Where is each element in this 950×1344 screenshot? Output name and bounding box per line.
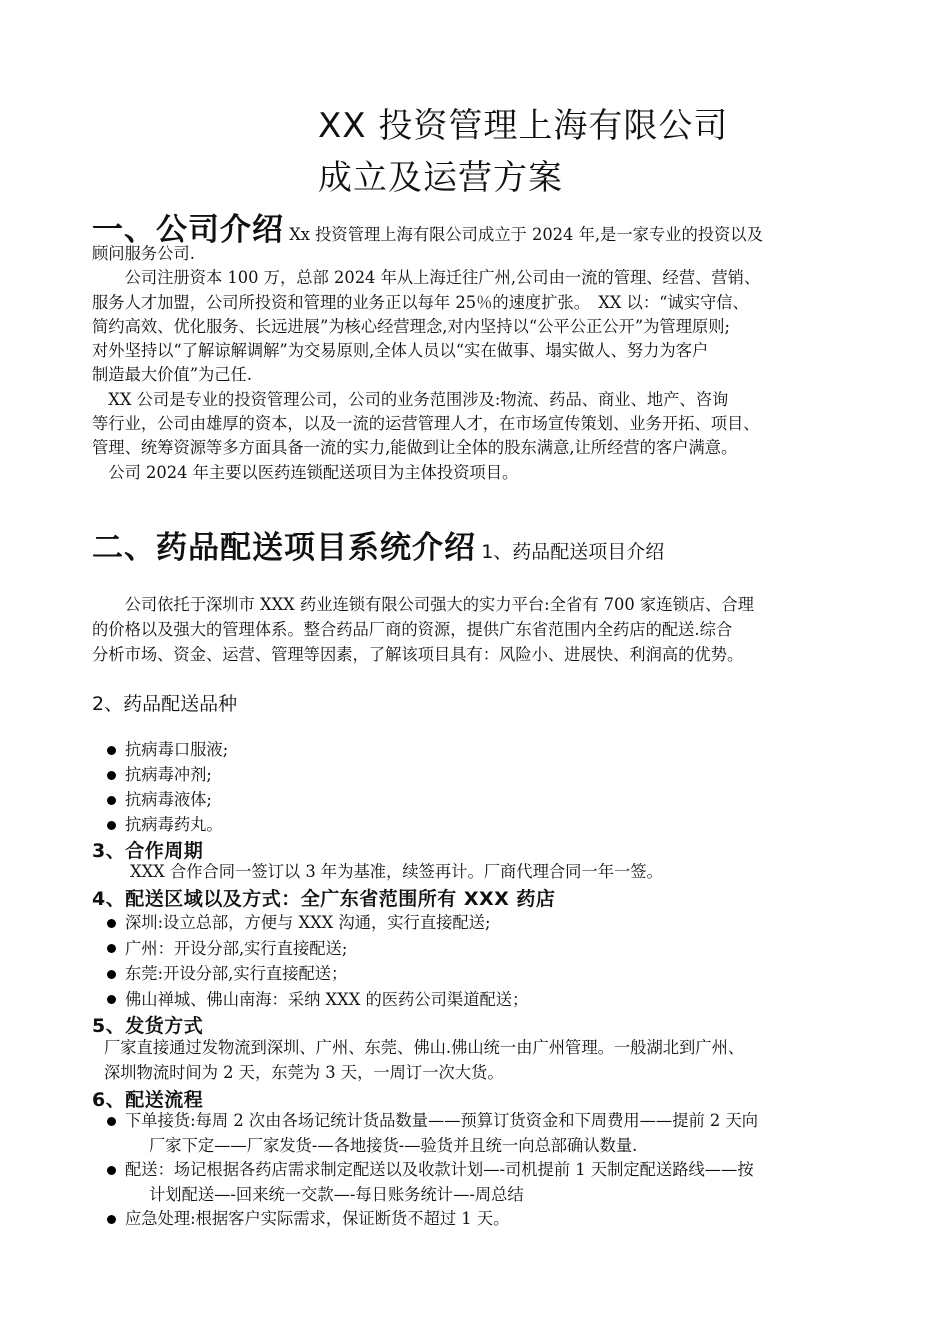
project-intro-paragraph [92,592,872,667]
region-item: 佛山禅城、佛山南海：采纳 XXX 的医药公司渠道配送； [106,987,528,1013]
variety-item: 抗病毒药丸。 [106,812,228,837]
variety-item: 抗病毒冲剂; [106,762,228,787]
bullet-icon [107,995,116,1004]
variety-item: 抗病毒口服液; [106,737,228,762]
shipping-line-1: 深圳物流时间为 2 天，东莞为 3 天，一周订一次大货。 [104,1063,504,1082]
process-heading: 6、配送流程 [92,1089,204,1111]
section1-line-1: 顾问服务公司. [92,244,195,263]
document-title-line2: 成立及运营方案 [318,158,563,198]
cycle-heading: 3、合作周期 [92,840,204,862]
bullet-icon [107,944,116,953]
bullet-icon [107,821,116,830]
section1-line-9: 管理、统筹资源等多方面具备一流的实力,能做到让全体的股东满意,让所经营的客户满意。 [92,438,738,458]
section1-line-0: Xx 投资管理上海有限公司成立于 2024 年,是一家专业的投资以及 [289,225,763,244]
section1-line-6: 制造最大价值”为己任. [92,365,253,385]
section1-heading: 一、公司介绍 [92,212,284,248]
bullet-icon [107,970,116,979]
shipping-heading: 5、发货方式 [92,1015,204,1037]
cycle-text: XXX 合作合同一签订以 3 年为基准，续签再计。厂商代理合同一年一签。 [130,862,663,881]
section1-line-7: XX 公司是专业的投资管理公司，公司的业务范围涉及:物流、药品、商业、地产、咨询 [92,389,729,409]
varieties-heading: 2、药品配送品种 [92,693,238,715]
bullet-icon [107,771,116,780]
section1-line-2: 公司注册资本 100 万，总部 2024 年从上海迁往广州,公司由一流的管理、经营、营销、 [92,268,761,288]
region-item: 深圳:设立总部，方便与 XXX 沟通，实行直接配送; [106,910,528,936]
process-item: 下单接货:每周 2 次由各场记统计货品数量——预算订货资金和下周费用——提前 2 天向 厂家下定——厂家发货-—各地接货-—验货并且统一向总部确认数量. [106,1109,758,1158]
section-company-intro [92,206,872,485]
region-item: 广州：开设分部,实行直接配送; [106,936,528,962]
bullet-icon [107,1117,116,1126]
section1-line-8: 等行业，公司由雄厚的资本，以及一流的运营管理人才，在市场宣传策划、业务开拓、项目、 [92,414,760,434]
varieties-list [106,737,228,837]
regions-list [106,910,528,1012]
variety-item: 抗病毒液体; [106,787,228,812]
section1-line-4: 简约高效、优化服务、长远进展”为核心经营理念,对内坚持以“公平公正公开”为管理原则; [92,316,731,336]
section1-line-10: 公司 2024 年主要以医药连锁配送项目为主体投资项目。 [92,462,519,482]
intro-line-1: 的价格以及强大的管理体系。整合药品厂商的资源，提供广东省范围内全药店的配送.综合 [92,620,733,639]
section1-line-3: 服务人才加盟，公司所投资和管理的业务正以每年 25％的速度扩张。 XX 以：“诚实守信、 [92,292,749,312]
process-item: 配送：场记根据各药店需求制定配送以及收款计划—-司机提前 1 天制定配送路线——按 计划配送—-回来统一交款—-每日账务统计—-周总结 [106,1158,758,1207]
process-list [106,1109,758,1232]
section2-sub1: 1、药品配送项目介绍 [481,541,665,563]
bullet-icon [107,796,116,805]
bullet-icon [107,746,116,755]
section1-line-5: 对外坚持以“了解谅解调解”为交易原则,全体人员以“实在做事、塌实做人、努力为客户 [92,341,709,361]
shipping-paragraph [104,1035,884,1085]
section2-heading: 二、药品配送项目系统介绍 [92,530,476,566]
document-title-line1: XX 投资管理上海有限公司 [318,106,729,146]
intro-line-2: 分析市场、资金、运营、管理等因素，了解该项目具有：风险小、进展快、利润高的优势。 [92,645,744,664]
regions-heading: 4、配送区域以及方式：全广东省范围所有 XXX 药店 [92,888,556,910]
shipping-line-0: 厂家直接通过发物流到深圳、广州、东莞、佛山.佛山统一由广州管理。一般湖北到广州、 [104,1038,745,1057]
process-item: 应急处理:根据客户实际需求，保证断货不超过 1 天。 [106,1207,758,1232]
bullet-icon [107,1166,116,1175]
section-drug-delivery [92,524,872,577]
bullet-icon [107,919,116,928]
region-item: 东莞:开设分部,实行直接配送； [106,961,528,987]
intro-line-0: 公司依托于深圳市 XXX 药业连锁有限公司强大的实力平台:全省有 700 家连锁店、合理 [92,595,754,614]
bullet-icon [107,1215,116,1224]
